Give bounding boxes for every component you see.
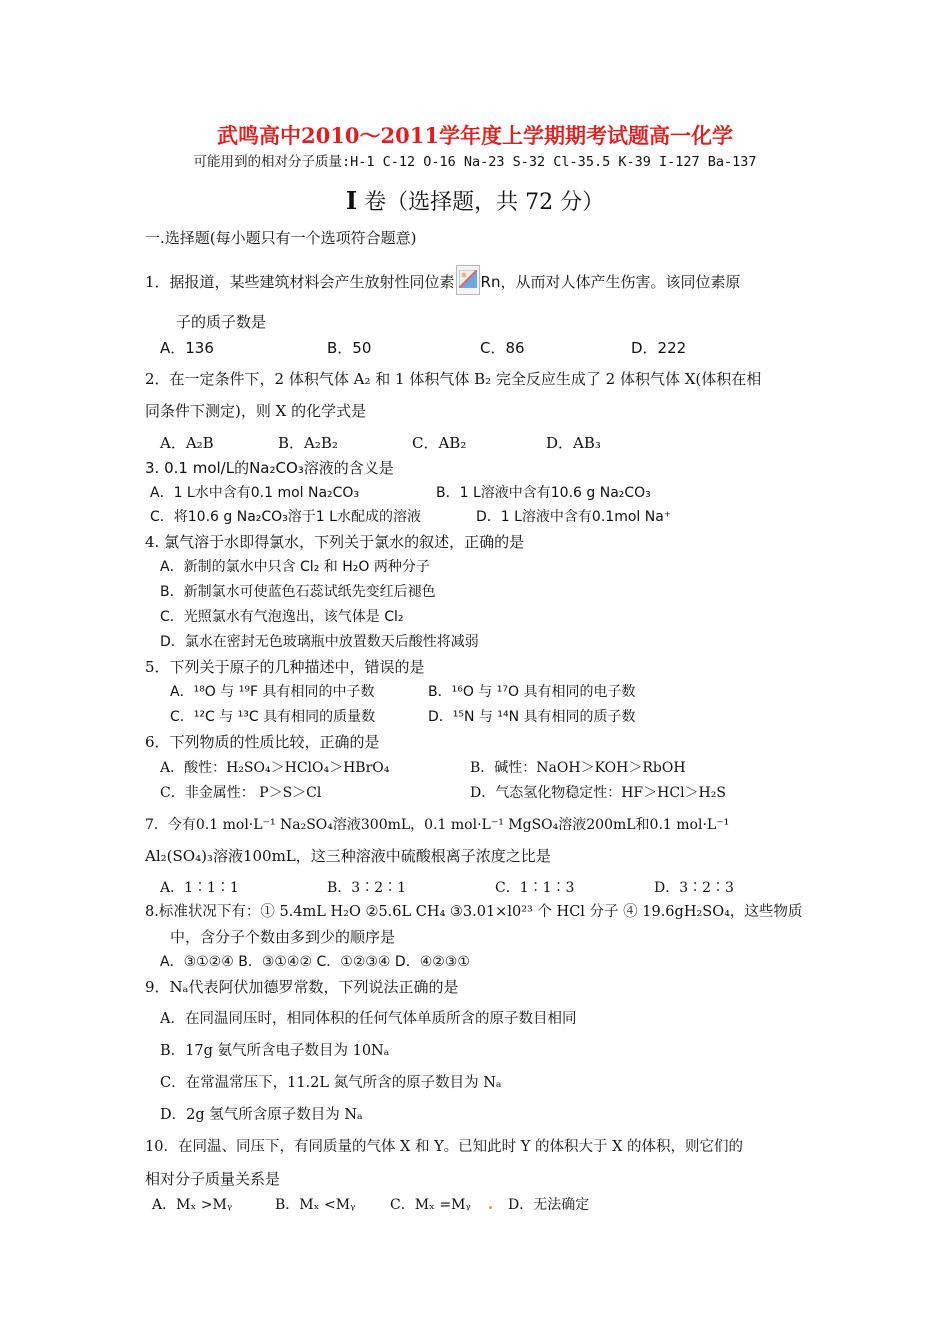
q6-option-b: B．碱性：NaOH＞KOH＞RbOH [470, 760, 686, 776]
q9-option-d: D．2g 氢气所含原子数目为 Nₐ [160, 1107, 363, 1123]
q6-option-a: A．酸性：H₂SO₄＞HClO₄＞HBrO₄ [160, 760, 390, 776]
q5-stem: 5．下列关于原子的几种描述中，错误的是 [145, 658, 425, 676]
q7-option-a: A．1∶1∶1 [160, 880, 239, 896]
q2-option-b: B．A₂B₂ [278, 434, 338, 452]
q5-option-c: C．¹²C 与 ¹³C 具有相同的质量数 [170, 709, 376, 725]
volume-label: 卷（选择题，共 72 分） [357, 190, 605, 215]
exam-title: 武鸣高中2010～2011学年度上学期期考试题高一化学 [217, 123, 733, 148]
q9-option-c: C．在常温常压下，11.2L 氮气所含的原子数目为 Nₐ [160, 1075, 502, 1091]
q5-option-b: B．¹⁶O 与 ¹⁷O 具有相同的电子数 [428, 684, 636, 700]
q7-option-d: D．3∶2∶3 [654, 880, 734, 896]
q8-options: A．③①②④ B．③①④② C．①②③④ D．④②③① [160, 954, 470, 970]
q1-option-c: C．86 [480, 339, 525, 357]
q10-line1: 10．在同温、同压下，有同质量的气体 X 和 Y。已知此时 Y 的体积大于 X 的体积，则它们的 [145, 1139, 744, 1155]
q3-stem: 3. 0.1 mol/L的Na₂CO₃溶液的含义是 [145, 459, 394, 477]
q1-line1 [145, 265, 740, 295]
atomic-masses: 可能用到的相对分子质量:H-1 C-12 O-16 Na-23 S-32 Cl-35.5 K-39 I-127 Ba-137 [193, 154, 757, 170]
q5-option-a: A．¹⁸O 与 ¹⁹F 具有相同的中子数 [170, 684, 375, 700]
q4-option-c: C．光照氯水有气泡逸出，该气体是 Cl₂ [160, 609, 404, 625]
q6-stem: 6．下列物质的性质比较，正确的是 [145, 733, 380, 751]
q2-option-a: A．A₂B [160, 434, 214, 452]
q4-option-a: A．新制的氯水中只含 Cl₂ 和 H₂O 两种分子 [160, 559, 430, 575]
q7-line1: 7．今有0.1 mol·L⁻¹ Na₂SO₄溶液300mL，0.1 mol·L⁻¹ MgSO₄溶液200mL和0.1 mol·L⁻¹ [145, 817, 730, 833]
q10-option-b: B．Mₓ <Mᵧ [275, 1197, 356, 1213]
volume-roman: I [345, 186, 358, 215]
q4-option-b: B．新制氯水可使蓝色石蕊试纸先变红后褪色 [160, 584, 436, 600]
q8-line1: 8.标准状况下有：① 5.4mL H₂O ②5.6L CH₄ ③3.01×l0²³ 个 HCl 分子 ④ 19.6gH₂SO₄，这些物质 [145, 904, 803, 920]
q6-option-d: D．气态氢化物稳定性：HF＞HCl＞H₂S [470, 785, 726, 801]
q3-option-c: C．将10.6 g Na₂CO₃溶于1 L水配成的溶液 [150, 509, 421, 525]
q2-line1: 2．在一定条件下，2 体积气体 A₂ 和 1 体积气体 B₂ 完全反应生成了 2 体积气体 X(体积在相 [145, 370, 762, 388]
q10-line2: 相对分子质量关系是 [145, 1170, 281, 1188]
q2-line2: 同条件下测定)，则 X 的化学式是 [145, 402, 367, 420]
q8-line2: 中，含分子个数由多到少的顺序是 [170, 928, 396, 946]
isotope-image-icon [456, 265, 480, 295]
q10-option-d: D．无法确定 [508, 1197, 590, 1213]
volume-heading [0, 186, 950, 218]
q4-stem: 4. 氯气溶于水即得氯水，下列关于氯水的叙述，正确的是 [145, 533, 525, 551]
q4-option-d: D．氯水在密封无色玻璃瓶中放置数天后酸性将减弱 [160, 634, 479, 650]
q2-option-d: D．AB₃ [546, 434, 601, 452]
q7-option-b: B．3∶2∶1 [327, 880, 407, 896]
q6-option-c: C．非金属性： P＞S＞Cl [160, 785, 322, 801]
q3-option-b: B．1 L溶液中含有10.6 g Na₂CO₃ [436, 485, 651, 501]
q9-option-b: B．17g 氨气所含电子数目为 10Nₐ [160, 1043, 390, 1059]
q10-option-a: A．Mₓ >Mᵧ [152, 1197, 233, 1213]
section-heading: 一.选择题(每小题只有一个选项符合题意) [145, 229, 417, 247]
q1-option-b: B．50 [327, 339, 372, 357]
q1-option-a: A．136 [160, 339, 214, 357]
q1-option-d: D．222 [631, 339, 687, 357]
q3-option-a: A．1 L水中含有0.1 mol Na₂CO₃ [150, 485, 360, 501]
q5-option-d: D．¹⁵N 与 ¹⁴N 具有相同的质子数 [428, 709, 636, 725]
q7-line2: Al₂(SO₄)₃溶液100mL，这三种溶液中硫酸根离子浓度之比是 [145, 847, 551, 865]
q1-stem-b: Rn，从而对人体产生伤害。该同位素原 [480, 273, 741, 291]
q1-stem-c: 子的质子数是 [176, 313, 267, 331]
q3-option-d: D．1 L溶液中含有0.1mol Na⁺ [476, 509, 672, 525]
q9-option-a: A．在同温同压时，相同体积的任何气体单质所含的原子数目相同 [160, 1011, 577, 1027]
stray-dot [489, 1206, 492, 1209]
q9-stem: 9．Nₐ代表阿伏加德罗常数，下列说法正确的是 [145, 978, 459, 996]
q2-option-c: C．AB₂ [412, 434, 467, 452]
q7-option-c: C．1∶1∶3 [495, 880, 575, 896]
q10-option-c: C．Mₓ =Mᵧ [390, 1197, 471, 1213]
q1-stem-a: 1．据报道，某些建筑材料会产生放射性同位素 [145, 273, 455, 291]
